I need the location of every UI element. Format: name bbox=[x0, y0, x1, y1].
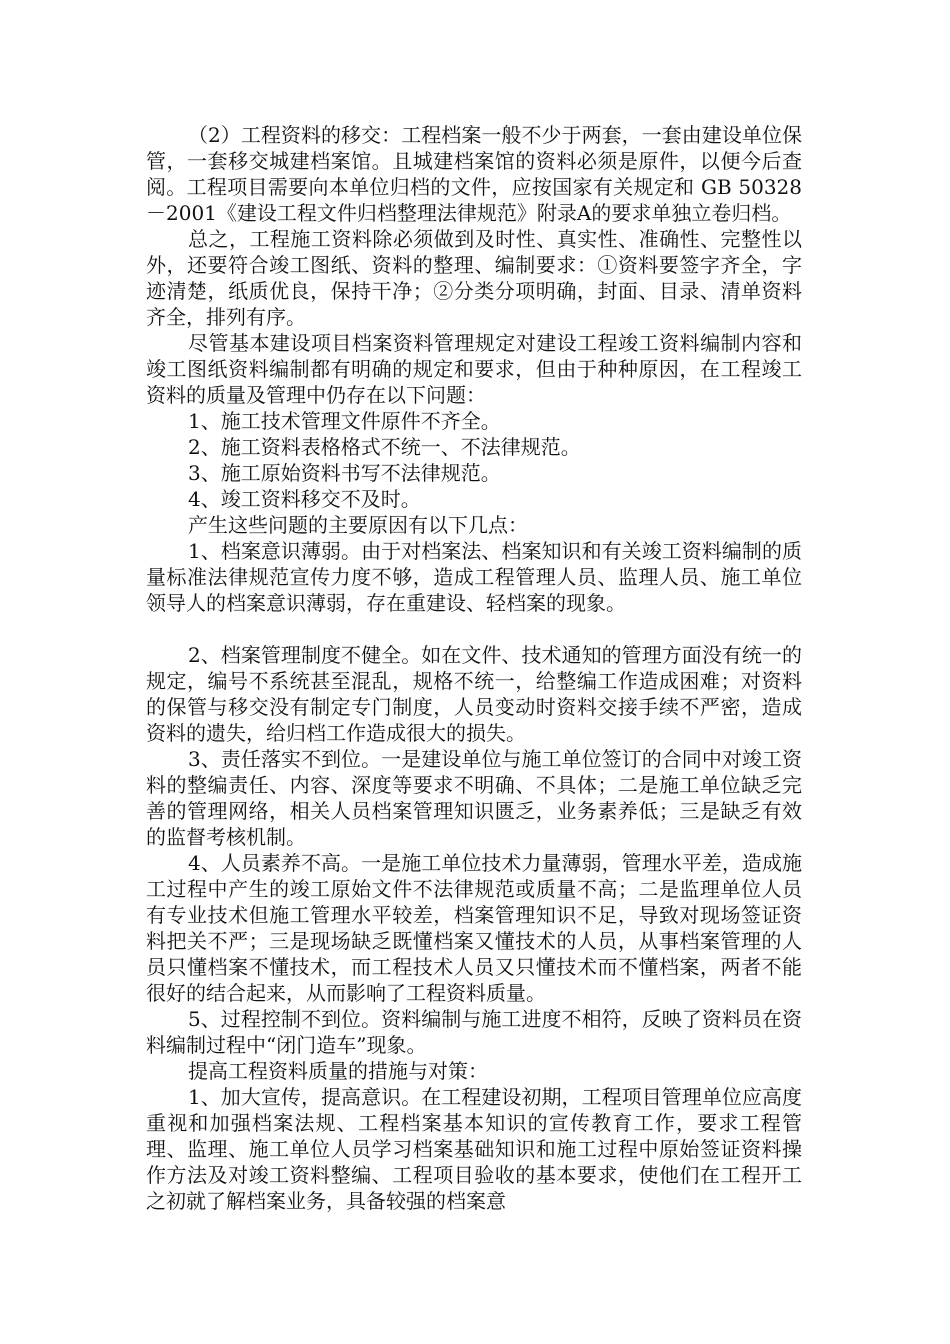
paragraph-transfer: （2）工程资料的移交：工程档案一般不少于两套，一套由建设单位保管，一套移交城建档案馆。且城建档案馆的资料必须是原件，以便今后查阅。工程项目需要向本单位归档的文件，应按国家有关规定和 GB 50328－2001《建设工程文件归档整理法律规范》附录A的要求单独立卷归档。 bbox=[146, 123, 802, 225]
measure-item-1: 1、加大宣传，提高意识。在工程建设初期，工程项目管理单位应高度重视和加强档案法规、工程档案基本知识的宣传教育工作，要求工程管理、监理、施工单位人员学习档案基础知识和施工过程中原始签证资料操作方法及对竣工资料整编、工程项目验收的基本要求，使他们在工程开工之初就了解档案业务，具备较强的档案意 bbox=[146, 1085, 802, 1213]
problem-item-3: 3、施工原始资料书写不法律规范。 bbox=[188, 461, 501, 485]
problem-item-2: 2、施工资料表格格式不统一、不法律规范。 bbox=[188, 435, 581, 459]
problem-item-4: 4、竣工资料移交不及时。 bbox=[188, 487, 421, 511]
paragraph-measures-intro: 提高工程资料质量的措施与对策： bbox=[188, 1059, 488, 1083]
paragraph-summary: 总之，工程施工资料除必须做到及时性、真实性、准确性、完整性以外，还要符合竣工图纸、资料的整理、编制要求：①资料要签字齐全，字迹清楚，纸质优良，保持干净；②分类分项明确，封面、目录、清单资料齐全，排列有序。 bbox=[146, 227, 802, 329]
document-body bbox=[146, 122, 802, 1214]
paragraph-gap bbox=[146, 616, 802, 642]
cause-item-3: 3、责任落实不到位。一是建设单位与施工单位签订的合同中对竣工资料的整编责任、内容、深度等要求不明确、不具体；二是施工单位缺乏完善的管理网络，相关人员档案管理知识匮乏，业务素养低；三是缺乏有效的监督考核机制。 bbox=[146, 747, 802, 849]
paragraph-causes-intro: 产生这些问题的主要原因有以下几点： bbox=[188, 513, 528, 537]
cause-item-5: 5、过程控制不到位。资料编制与施工进度不相符，反映了资料员在资料编制过程中“闭门造车”现象。 bbox=[146, 1007, 802, 1057]
paragraph-problems-intro: 尽管基本建设项目档案资料管理规定对建设工程竣工资料编制内容和竣工图纸资料编制都有明确的规定和要求，但由于种种原因，在工程竣工资料的质量及管理中仍存在以下问题： bbox=[146, 331, 802, 407]
problem-item-1: 1、施工技术管理文件原件不齐全。 bbox=[188, 409, 501, 433]
cause-item-1: 1、档案意识薄弱。由于对档案法、档案知识和有关竣工资料编制的质量标准法律规范宣传力度不够，造成工程管理人员、监理人员、施工单位领导人的档案意识薄弱，存在重建设、轻档案的现象。 bbox=[146, 539, 802, 615]
cause-item-2: 2、档案管理制度不健全。如在文件、技术通知的管理方面没有统一的规定，编号不系统甚至混乱，规格不统一，给整编工作造成困难；对资料的保管与移交没有制定专门制度，人员变动时资料交接手续不严密，造成资料的遗失，给归档工作造成很大的损失。 bbox=[146, 643, 802, 745]
cause-item-4: 4、人员素养不高。一是施工单位技术力量薄弱，管理水平差，造成施工过程中产生的竣工原始文件不法律规范或质量不高；二是监理单位人员有专业技术但施工管理水平较差，档案管理知识不足，导致对现场签证资料把关不严；三是现场缺乏既懂档案又懂技术的人员，从事档案管理的人员只懂档案不懂技术，而工程技术人员又只懂技术而不懂档案，两者不能很好的结合起来，从而影响了工程资料质量。 bbox=[146, 851, 802, 1005]
